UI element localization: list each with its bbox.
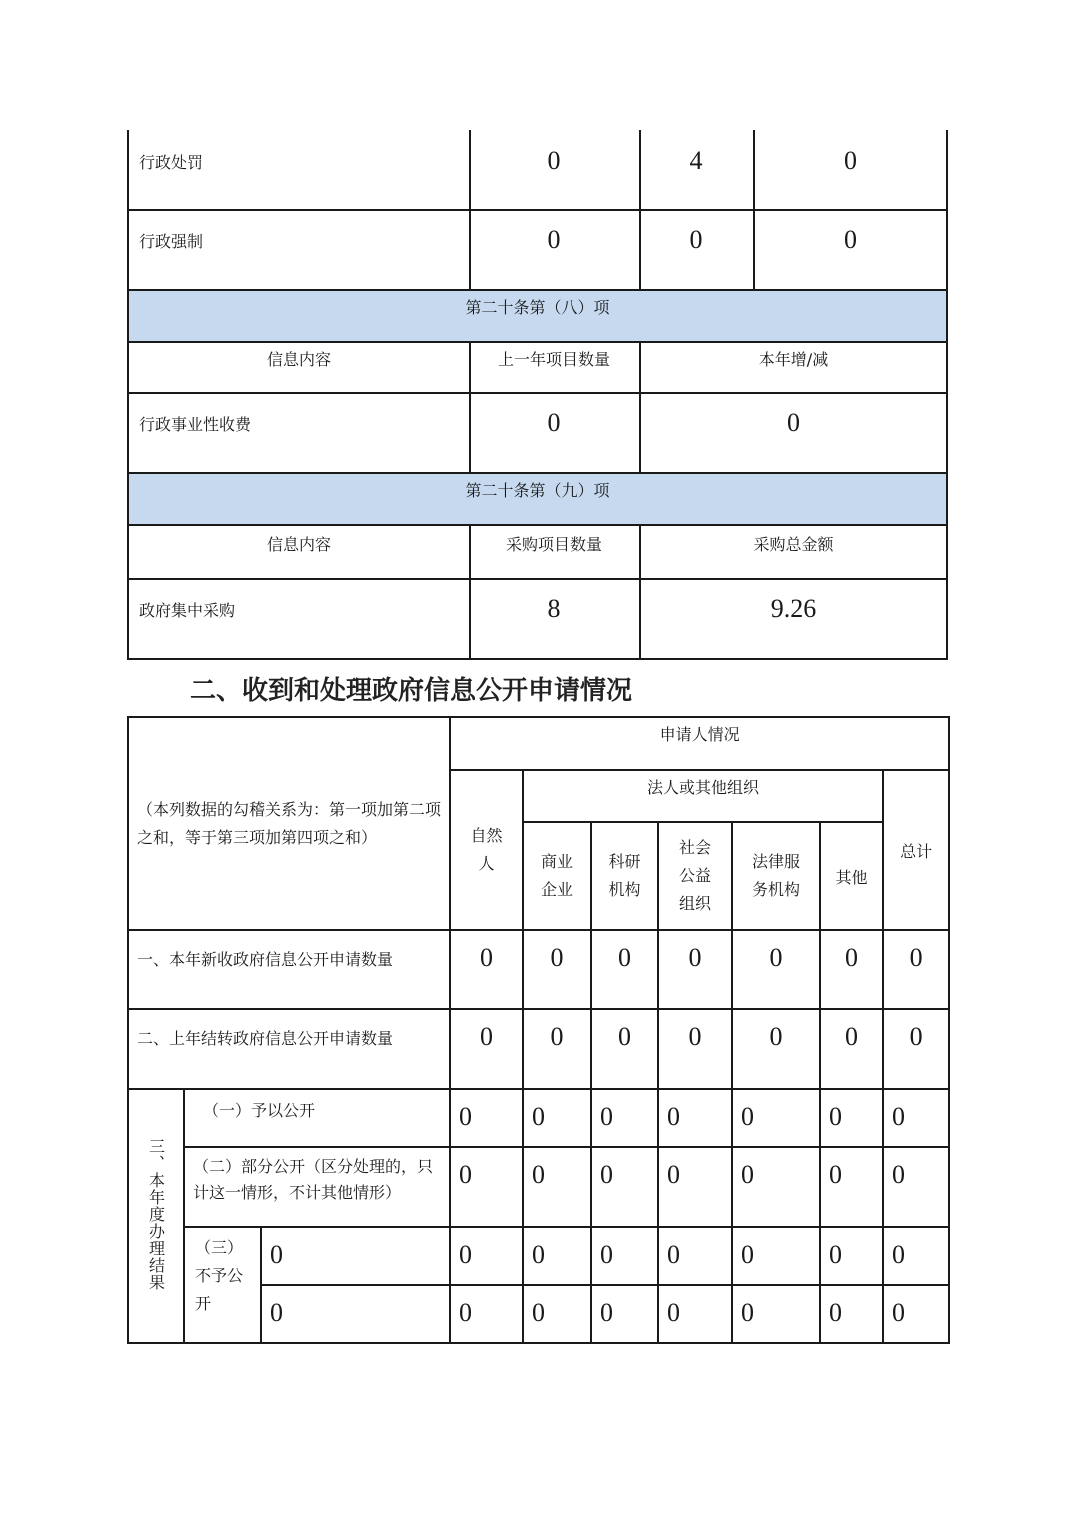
sub-header: 其他 [820, 822, 883, 930]
column-header: 上一年项目数量 [497, 350, 610, 369]
row-label: 政府集中采购 [139, 601, 236, 620]
result-group-text: 三、本年度办理结果 [146, 1137, 166, 1291]
cell-value: 0 [547, 146, 561, 175]
cell-value: 9.26 [770, 594, 817, 623]
cell-value: 0 [658, 1147, 732, 1227]
table-row [128, 1147, 949, 1227]
result-group-label [128, 1089, 184, 1343]
cell-value: 0 [732, 1227, 820, 1285]
cell-value: 0 [820, 1147, 883, 1227]
cell-value: 0 [450, 1285, 523, 1343]
cell-value: 0 [523, 1285, 591, 1343]
column-header: 采购项目数量 [505, 535, 602, 554]
applicant-header: 申请人情况 [450, 717, 949, 770]
row-label: （一）予以公开 [184, 1089, 450, 1147]
sub-header: 商业企业 [523, 822, 591, 930]
cell-value: 0 [844, 225, 857, 254]
cell-value: 0 [820, 930, 883, 1009]
cell-value: 0 [844, 146, 857, 175]
cell-value: 0 [450, 930, 523, 1009]
cell-value: 0 [732, 1089, 820, 1147]
cell-value: 0 [820, 1227, 883, 1285]
cell-value: 0 [883, 930, 949, 1009]
cell-value: 0 [523, 1089, 591, 1147]
application-table [127, 716, 950, 1344]
cell-value: 0 [523, 1227, 591, 1285]
table-row [127, 130, 948, 211]
section-header [127, 474, 948, 526]
cell-value: 0 [547, 408, 561, 437]
cell-value: 0 [820, 1285, 883, 1343]
section-title: 第二十条第（九）项 [465, 481, 610, 500]
table-row [128, 1009, 949, 1089]
total-header: 总计 [883, 770, 949, 930]
cell-value: 0 [732, 1285, 820, 1343]
header-row [127, 343, 948, 394]
cell-value: 0 [591, 1285, 658, 1343]
row-label: 行政处罚 [139, 153, 204, 172]
sub-value: 0 [261, 1285, 450, 1343]
table-row [127, 394, 948, 474]
cell-value: 0 [883, 1009, 949, 1089]
cell-value: 0 [658, 1089, 732, 1147]
section-title: 第二十条第（八）项 [465, 298, 610, 317]
row-label: 行政事业性收费 [139, 415, 252, 434]
cell-value: 0 [658, 930, 732, 1009]
cell-value: 0 [450, 1227, 523, 1285]
row-label: 行政强制 [139, 232, 204, 251]
column-header: 本年增/减 [758, 350, 829, 369]
column-header: 信息内容 [266, 350, 331, 369]
cell-value: 0 [591, 1089, 658, 1147]
cell-value: 0 [732, 1009, 820, 1089]
sub-header: 科研机构 [591, 822, 658, 930]
cell-value: 0 [450, 1147, 523, 1227]
section-heading: 二、收到和处理政府信息公开申请情况 [190, 676, 633, 706]
cell-value: 4 [689, 146, 703, 175]
table-row [128, 930, 949, 1009]
cell-value: 0 [820, 1089, 883, 1147]
sub-header: 社会公益组织 [658, 822, 732, 930]
cell-value: 0 [732, 1147, 820, 1227]
not-public-label: （三）不予公开 [184, 1227, 261, 1343]
table-row [128, 1089, 949, 1147]
cell-value: 0 [591, 1147, 658, 1227]
cell-value: 0 [883, 1147, 949, 1227]
column-header: 信息内容 [266, 535, 331, 554]
note-cell: （本列数据的勾稽关系为：第一项加第二项之和，等于第三项加第四项之和） [128, 717, 450, 930]
table-row [127, 211, 948, 291]
row-label: 一、本年新收政府信息公开申请数量 [128, 930, 450, 1009]
header-row [127, 526, 948, 580]
column-header: 采购总金额 [753, 535, 834, 554]
section-header [127, 291, 948, 343]
cell-value: 0 [658, 1227, 732, 1285]
cell-value: 0 [450, 1009, 523, 1089]
top-table [127, 130, 948, 660]
cell-value: 0 [820, 1009, 883, 1089]
cell-value: 0 [591, 930, 658, 1009]
table-row [128, 1227, 949, 1285]
sub-value: 0 [261, 1227, 450, 1285]
cell-value: 0 [523, 1009, 591, 1089]
cell-value: 0 [591, 1009, 658, 1089]
cell-value: 0 [787, 408, 800, 437]
row-label: （二）部分公开（区分处理的，只计这一情形，不计其他情形） [184, 1147, 450, 1227]
cell-value: 0 [523, 930, 591, 1009]
cell-value: 0 [658, 1285, 732, 1343]
cell-value: 0 [883, 1227, 949, 1285]
table-row [127, 580, 948, 660]
cell-value: 0 [591, 1227, 658, 1285]
row-label: 二、上年结转政府信息公开申请数量 [128, 1009, 450, 1089]
legal-group-header: 法人或其他组织 [523, 770, 883, 822]
cell-value: 8 [547, 594, 561, 623]
cell-value: 0 [547, 225, 561, 254]
cell-value: 0 [523, 1147, 591, 1227]
cell-value: 0 [658, 1009, 732, 1089]
cell-value: 0 [883, 1089, 949, 1147]
cell-value: 0 [689, 225, 703, 254]
cell-value: 0 [732, 930, 820, 1009]
sub-header: 法律服务机构 [732, 822, 820, 930]
natural-person-header: 自然人 [450, 770, 523, 930]
cell-value: 0 [450, 1089, 523, 1147]
cell-value: 0 [883, 1285, 949, 1343]
